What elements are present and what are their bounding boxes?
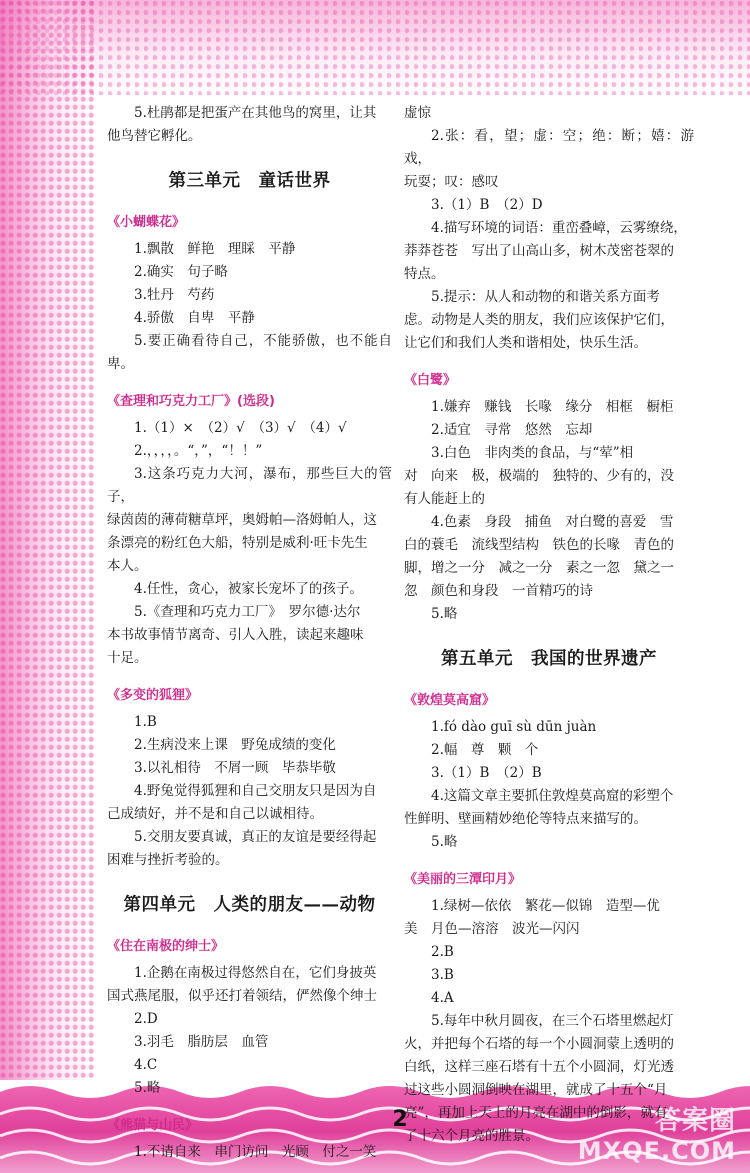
- answer-line: 3.羽毛 脂肪层 血管: [134, 1034, 269, 1050]
- answer-line: 十足。: [107, 650, 148, 666]
- answer-line: 2.，，，，。“，”，“！！”: [134, 443, 263, 459]
- answer-line: 虚惊: [404, 105, 431, 121]
- answer-line: 国式燕尾服，似乎还打着领结，俨然像个绅士: [107, 988, 377, 1004]
- answer-line: 己成绩好，并不是和自己以诚相待。: [107, 806, 323, 822]
- answer-line: 5.交朋友要真诚，真正的友谊是要经得起: [134, 829, 377, 845]
- answer-line: 1.（1）× （2）√ （3）√ （4）√: [134, 420, 347, 436]
- answer-line: 本书故事情节离奇、引人入胜，读起来趣味: [107, 627, 364, 643]
- answer-line: 绿茵茵的薄荷糖草坪，奥姆帕—洛姆帕人，这: [107, 512, 377, 528]
- answer-line: 4.色素 身段 捕鱼 对白鹭的喜爱 雪: [431, 514, 674, 530]
- answer-line: 性鲜明、壁画精妙绝伦等特点来描写的。: [404, 811, 647, 827]
- answer-line: 特点。: [404, 266, 445, 282]
- answer-line: 4.C: [134, 1057, 158, 1073]
- answer-line: 2.D: [134, 1011, 158, 1027]
- answer-line: 1.fó dào guī sù dūn juàn: [431, 719, 597, 735]
- answer-line: 白纸，这样三座石塔有十五个小圆洞，灯光透: [404, 1059, 674, 1075]
- answer-line: 5.略: [431, 606, 458, 622]
- answer-line: 本人。: [107, 558, 148, 574]
- answer-line: 火，并把每个石塔的每一个小圆洞蒙上透明的: [404, 1036, 674, 1052]
- answer-line: 3.（1）B （2）D: [431, 197, 543, 213]
- answer-line: 5.提示：从人和动物的和谐关系方面考: [431, 289, 660, 305]
- answer-line: 5.杜鹃都是把蛋产在其他鸟的窝里，让其: [134, 105, 377, 121]
- answer-line: 脚，增之一分 减之一分 素之一忽 黛之一: [404, 560, 674, 576]
- answer-line: 1.嫌弃 赚钱 长喙 缘分 相框 橱柜: [431, 399, 674, 415]
- answer-line: 玩耍；叹：感叹: [404, 174, 499, 190]
- answer-line: 白的蓑毛 流线型结构 铁色的长喙 青色的: [404, 537, 674, 553]
- answer-line: 莽莽苍苍 写出了山高山多，树木茂密苍翠的: [404, 243, 674, 259]
- answer-line: 5.每年中秋月圆夜，在三个石塔里燃起灯: [431, 1013, 674, 1029]
- answer-line: 2.幅 尊 颗 个: [431, 742, 539, 758]
- answer-line: 5.略: [431, 834, 458, 850]
- answer-line: 4.描写环境的词语：重峦叠嶂，云雾缭绕，: [431, 220, 687, 236]
- lesson-title: 《敦煌莫高窟》: [404, 693, 496, 708]
- answer-line: 5.要正确看待自己，不能骄傲，也不能自卑。: [107, 333, 392, 372]
- answer-line: 3.这条巧克力大河，瀑布，那些巨大的管子，: [107, 466, 392, 505]
- answer-line: 3.白色 非肉类的食品，与“荤”相: [431, 445, 634, 461]
- left-decorative-border: [0, 0, 95, 1173]
- lesson-title: 《查理和巧克力工厂》(选段): [107, 394, 275, 409]
- answer-line: 2.适宜 寻常 悠然 忘却: [431, 422, 593, 438]
- lesson-title: 《熊猫与山民》: [107, 1118, 199, 1133]
- answer-line: 1.不请自来 串门访问 光顾 付之一笑: [134, 1144, 377, 1160]
- lesson-title: 《白鹭》: [404, 373, 457, 388]
- unit-heading: 第三单元 童话世界: [168, 171, 331, 191]
- answer-line: 有人能赶上的: [404, 491, 485, 507]
- page-number: 2: [392, 1107, 408, 1132]
- answer-line: 3.以礼相待 不屑一顾 毕恭毕敬: [134, 760, 336, 776]
- unit-heading: 第四单元 人类的朋友——动物: [123, 895, 376, 915]
- answer-line: 虑。动物是人类的朋友，我们应该保护它们，: [404, 312, 674, 328]
- answer-line: 4.A: [431, 990, 454, 1006]
- answer-line: 5.略: [134, 1080, 161, 1096]
- answer-line: 1.B: [134, 714, 157, 730]
- lesson-title: 《小蝴蝶花》: [107, 215, 186, 230]
- lesson-title: 《住在南极的绅士》: [107, 939, 225, 954]
- answer-line: 了十六个月亮的胜景。: [404, 1128, 539, 1144]
- answer-line: 1.飘散 鲜艳 理睬 平静: [134, 241, 296, 257]
- unit-heading: 第五单元 我国的世界遗产: [441, 649, 657, 669]
- answer-line: 他鸟替它孵化。: [107, 128, 202, 144]
- watermark-url: MXQE.COM: [577, 1137, 736, 1165]
- answer-line: 忽 颜色和身段 一首精巧的诗: [404, 583, 593, 599]
- left-column: [107, 102, 392, 1164]
- answer-line: 困难与挫折考验的。: [107, 852, 229, 868]
- answer-line: 3.B: [431, 967, 454, 983]
- answer-line: 1.企鹅在南极过得悠然自在，它们身披英: [134, 965, 377, 981]
- answer-line: 美 月色—溶溶 波光—闪闪: [404, 921, 580, 937]
- answer-line: 5.《查理和巧克力工厂》 罗尔德·达尔: [134, 604, 361, 620]
- answer-line: 过这些小圆洞倒映在湖里，就成了十五个“月: [404, 1082, 668, 1098]
- lesson-title: 《多变的狐狸》: [107, 688, 199, 703]
- right-column: [404, 102, 694, 1148]
- answer-line: 条漂亮的粉红色大船，特别是威利·旺卡先生: [107, 535, 368, 551]
- lesson-title: 《美丽的三潭印月》: [404, 872, 522, 887]
- answer-line: 1.绿树—依依 繁花—似锦 造型—优: [431, 898, 660, 914]
- answer-line: 2.确实 句子略: [134, 264, 228, 280]
- answer-line: 4.任性，贪心，被家长宠坏了的孩子。: [134, 581, 363, 597]
- answer-line: 4.这篇文章主要抓住敦煌莫高窟的彩塑个: [431, 788, 674, 804]
- answer-line: 4.野兔觉得狐狸和自己交朋友只是因为自: [134, 783, 377, 799]
- answer-line: 2.生病没来上课 野兔成绩的变化: [134, 737, 336, 753]
- watermark-logo: 答案圈: [654, 1106, 736, 1136]
- answer-line: 2.B: [431, 944, 454, 960]
- answer-line: 2.张：看，望；虚：空；绝：断；嬉：游戏，: [404, 128, 694, 167]
- answer-line: 4.骄傲 自卑 平静: [134, 310, 255, 326]
- answer-line: 亮”，再加上天上的月亮在湖中的倒影，就有: [404, 1105, 668, 1121]
- top-decorative-border: [0, 0, 750, 95]
- answer-line: 3.（1）B （2）B: [431, 765, 542, 781]
- answer-line: 对 向来 极，极端的 独特的、少有的，没: [404, 468, 674, 484]
- answer-line: 3.牡丹 芍药: [134, 287, 215, 303]
- answer-line: 让它们和我们人类和谐相处，快乐生活。: [404, 335, 647, 351]
